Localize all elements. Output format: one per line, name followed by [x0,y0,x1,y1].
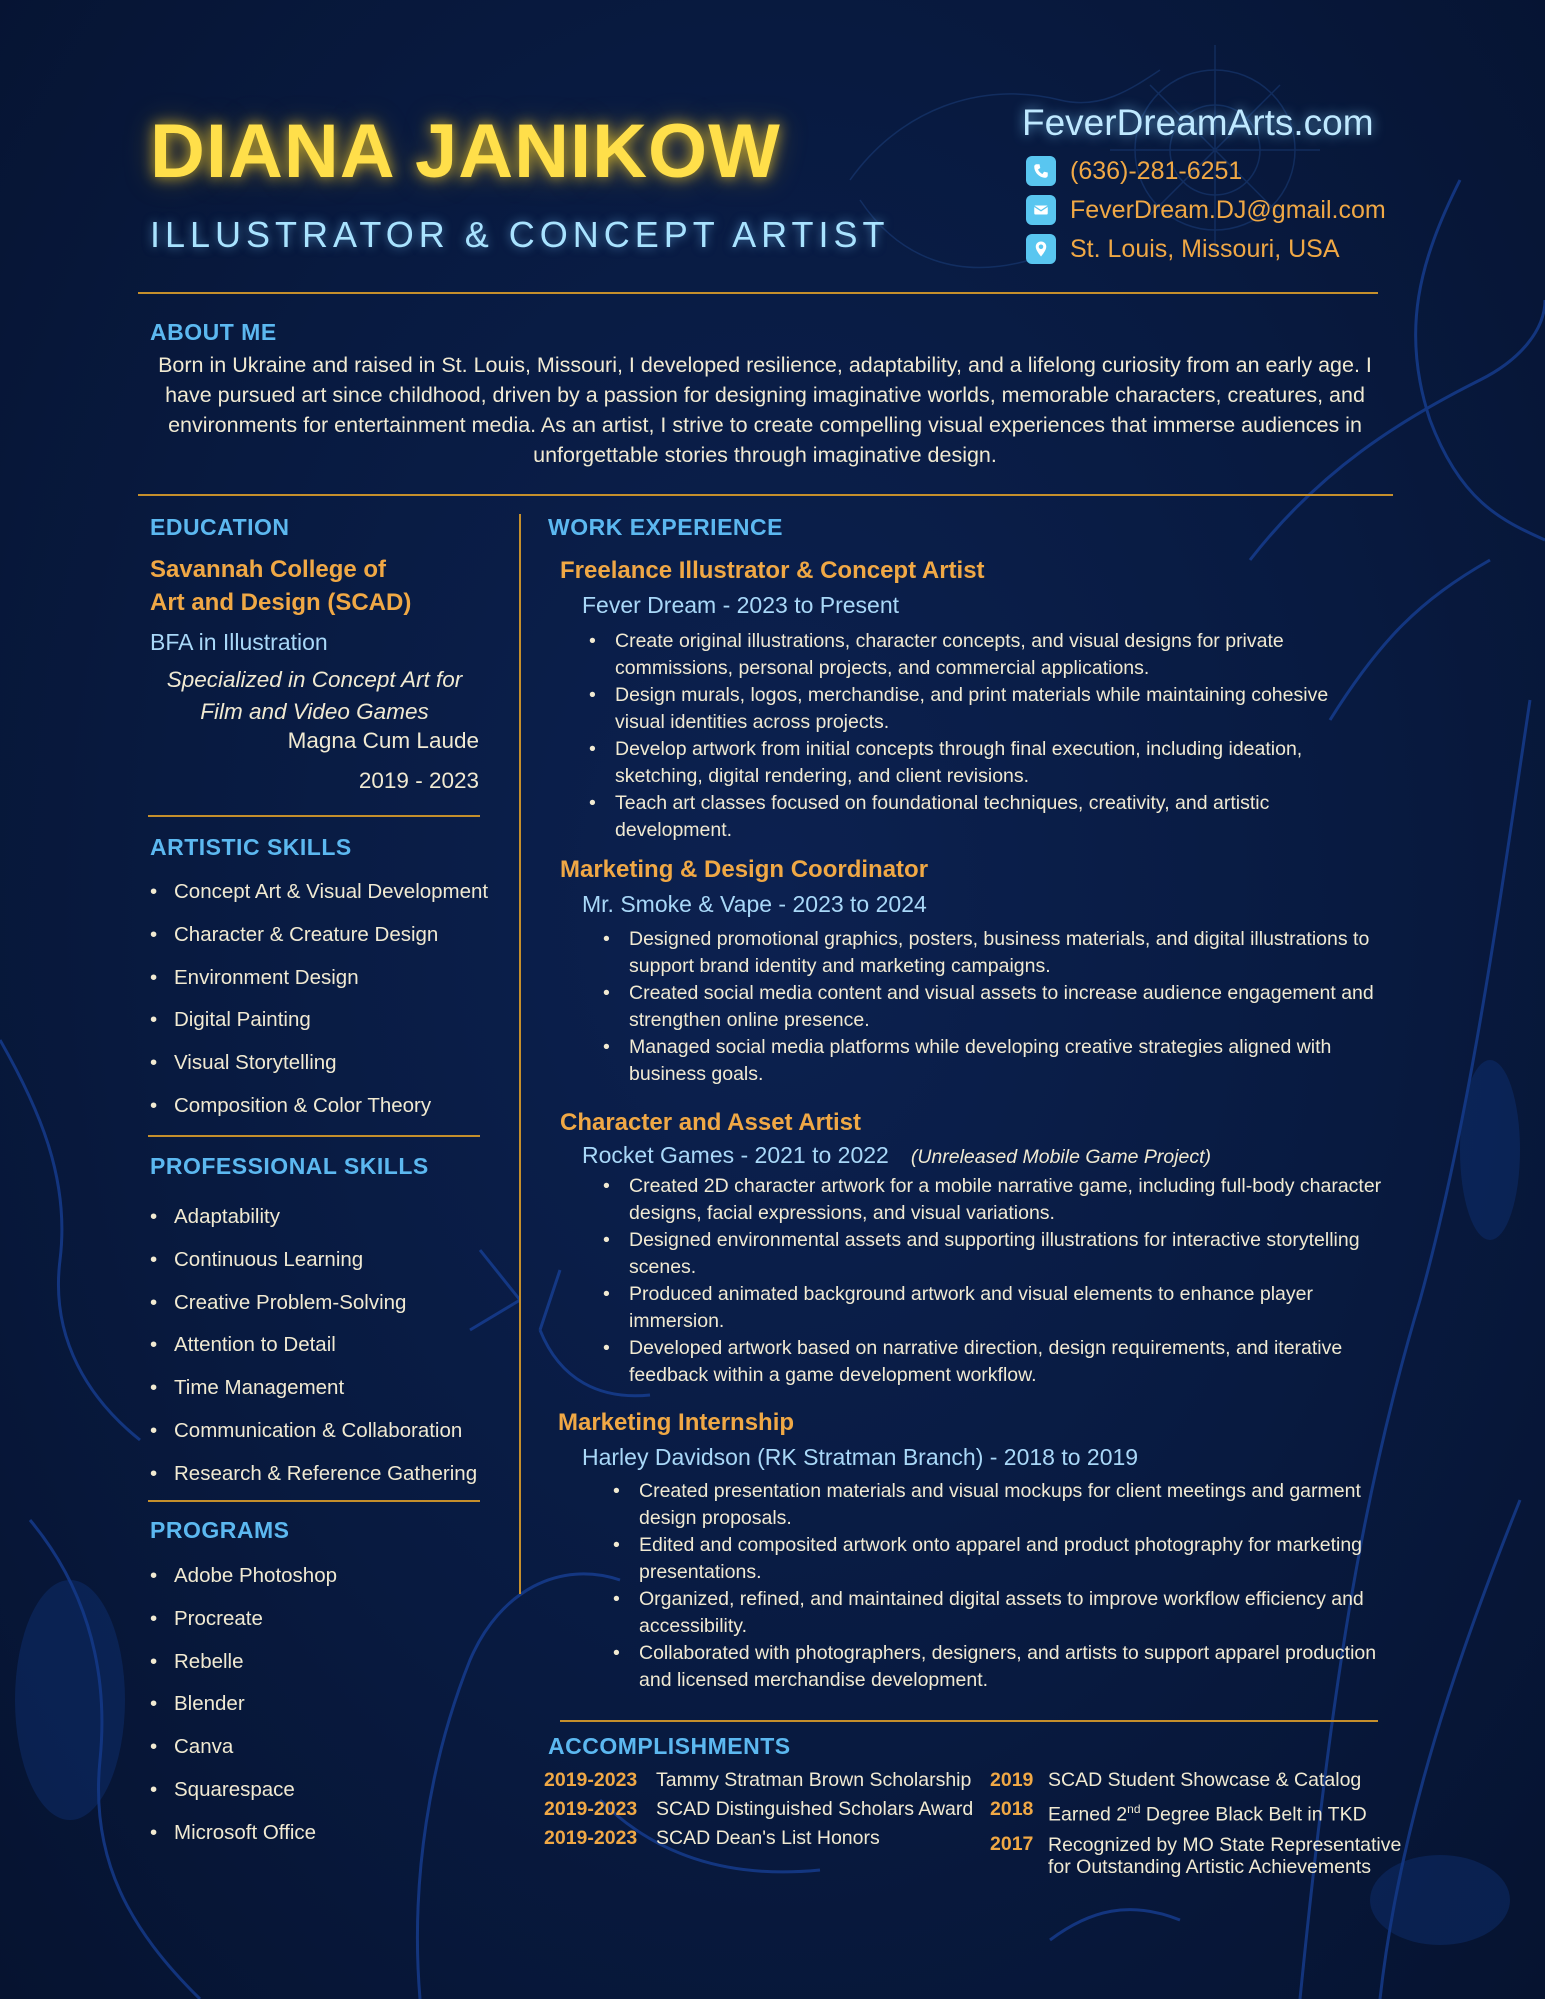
accomplishment-item [990,1795,1401,1830]
accomplishment-item [544,1824,973,1853]
education-specialization-line2: Film and Video Games [200,699,429,724]
accomplishment-item [990,1830,1401,1878]
professional-skills-heading: PROFESSIONAL SKILLS [150,1153,429,1179]
list-item: • Attention to Detail [148,1324,477,1367]
list-item: • Environment Design [148,957,488,1000]
list-item: • Organized, refined, and maintained digital assets to improve workflow efficiency and accessibility. [607,1586,1397,1640]
job-title: Marketing Internship [558,1409,795,1436]
accomplishment-item [544,1766,973,1795]
job-title: Marketing & Design Coordinator [560,856,929,883]
accomplishments-left-column [544,1766,973,1853]
programs-list [148,1555,337,1855]
accomplishment-text: SCAD Student Showcase & Catalog [1048,1769,1362,1791]
job-title: Freelance Illustrator & Concept Artist [560,557,985,584]
accomplishment-text-line2: for Outstanding Artistic Achievements [1048,1855,1371,1878]
education-degree: BFA in Illustration [150,629,328,655]
header-divider [138,292,1378,294]
education-divider [148,815,480,817]
education-heading: EDUCATION [150,514,290,540]
accomplishment-year: 2017 [990,1832,1034,1855]
job-company-row [582,1142,1211,1169]
accomplishment-year: 2019-2023 [544,1827,638,1849]
professional-skills-divider [148,1500,480,1502]
accomplishment-text-pre: Earned 2 [1048,1803,1128,1826]
list-item: • Canva [148,1726,337,1769]
list-item: • Designed promotional graphics, posters, business materials, and digital illustrations to support brand identity and marketing campaigns. [597,926,1387,980]
job-company: Fever Dream - 2023 to Present [582,592,900,618]
list-item: • Adobe Photoshop [148,1555,337,1598]
list-item: • Create original illustrations, character concepts, and visual designs for private commissions, personal projects, and commercial applications. [583,628,1373,682]
accomplishment-text-sup: nd [1127,1802,1141,1816]
list-item: • Managed social media platforms while developing creative strategies aligned with business goals. [597,1034,1387,1088]
list-item: • Develop artwork from initial concepts through final execution, including ideation, sketching, digital rendering, and client revisions. [583,736,1373,790]
list-item: • Continuous Learning [148,1239,477,1282]
accomplishment-year: 2018 [990,1798,1034,1820]
list-item: • Time Management [148,1367,477,1410]
job-company: Harley Davidson (RK Stratman Branch) - 2018 to 2019 [582,1444,1139,1470]
job-bullets [583,628,1373,844]
work-experience-heading: WORK EXPERIENCE [548,514,783,540]
job-company: Mr. Smoke & Vape - 2023 to 2024 [582,891,927,917]
accomplishment-year: 2019-2023 [544,1798,638,1820]
list-item: • Procreate [148,1598,337,1641]
list-item: • Creative Problem-Solving [148,1282,477,1325]
accomplishment-text-post: Degree Black Belt in TKD [1140,1803,1367,1826]
about-divider [138,494,1393,496]
location-pin-icon [1026,234,1056,264]
list-item: • Communication & Collaboration [148,1410,477,1453]
contact-phone-text: (636)-281-6251 [1070,156,1243,185]
about-text: Born in Ukraine and raised in St. Louis, Missouri, I developed resilience, adaptability, and a lifelong curiosity from an early age. I have pursued art since childhood, driven by a passion for designing imaginative worlds, memorable characters, creatures, and environments for entertainment media. As an artist, I strive to create compelling visual experiences that immerse audiences in unforgettable stories through imaginative design. [158,353,1372,467]
job-bullets [607,1478,1397,1694]
mail-icon [1026,195,1056,225]
accomplishment-year: 2019 [990,1769,1034,1791]
job-title: Character and Asset Artist [560,1109,861,1136]
accomplishment-text-line1: Recognized by MO State Representative [1048,1833,1402,1856]
list-item: • Adaptability [148,1196,477,1239]
list-item: • Blender [148,1683,337,1726]
accomplishment-text: Tammy Stratman Brown Scholarship [656,1769,972,1791]
accomplishment-year: 2019-2023 [544,1769,638,1791]
accomplishments-right-column [990,1766,1401,1878]
job-company: Rocket Games - 2021 to 2022 [582,1142,889,1168]
list-item: • Composition & Color Theory [148,1085,488,1128]
artistic-skills-heading: ARTISTIC SKILLS [150,834,352,860]
education-specialization [150,664,479,728]
contact-location-text: St. Louis, Missouri, USA [1070,234,1340,263]
job-bullets [597,1173,1387,1389]
accomplishment-item [990,1766,1401,1795]
about-heading: ABOUT ME [150,319,277,345]
list-item: • Concept Art & Visual Development [148,871,488,914]
list-item: • Edited and composited artwork onto apparel and product photography for marketing presentations. [607,1532,1397,1586]
list-item: • Rebelle [148,1641,337,1684]
accomplishments-heading: ACCOMPLISHMENTS [548,1733,791,1759]
contact-email-text: FeverDream.DJ@gmail.com [1070,195,1386,224]
list-item: • Research & Reference Gathering [148,1453,477,1496]
education-specialization-line1: Specialized in Concept Art for [166,667,463,692]
phone-icon [1026,156,1056,186]
list-item: • Squarespace [148,1769,337,1812]
list-item: • Collaborated with photographers, designers, and artists to support apparel production and licensed merchandise development. [607,1640,1397,1694]
education-school-line2: Art and Design (SCAD) [150,589,412,616]
list-item: • Developed artwork based on narrative direction, design requirements, and iterative feedback within a game development workflow. [597,1335,1387,1389]
job-note: (Unreleased Mobile Game Project) [910,1146,1212,1168]
programs-heading: PROGRAMS [150,1517,290,1543]
list-item: • Produced animated background artwork and visual elements to enhance player immersion. [597,1281,1387,1335]
list-item: • Visual Storytelling [148,1042,488,1085]
list-item: • Designed environmental assets and supporting illustrations for interactive storytelling scenes. [597,1227,1387,1281]
website-link[interactable]: FeverDreamArts.com [1022,102,1374,143]
list-item: • Character & Creature Design [148,914,488,957]
accomplishment-text [1048,1795,1367,1830]
contact-phone[interactable] [1026,156,1242,186]
accomplishment-text: SCAD Distinguished Scholars Award [656,1798,974,1820]
list-item: • Created social media content and visual assets to increase audience engagement and strengthen online presence. [597,980,1387,1034]
artistic-skills-divider [148,1135,480,1137]
column-divider [519,514,521,1594]
list-item: • Created presentation materials and visual mockups for client meetings and garment design proposals. [607,1478,1397,1532]
artistic-skills-list [148,871,488,1128]
accomplishment-item [544,1795,973,1824]
contact-location [1026,234,1340,264]
education-school-line1: Savannah College of [150,556,387,583]
applicant-name: DIANA JANIKOW [150,109,781,194]
job-title-subtitle: ILLUSTRATOR & CONCEPT ARTIST [150,214,890,255]
list-item: • Microsoft Office [148,1812,337,1855]
professional-skills-list [148,1196,477,1496]
education-years: 2019 - 2023 [358,768,479,793]
accomplishment-text [1048,1830,1401,1878]
list-item: • Created 2D character artwork for a mobile narrative game, including full-body character designs, facial expressions, and visual variations. [597,1173,1387,1227]
list-item: • Teach art classes focused on foundational techniques, creativity, and artistic development. [583,790,1373,844]
education-honors: Magna Cum Laude [287,728,479,753]
education-school [150,553,411,619]
work-divider [560,1720,1378,1722]
list-item: • Design murals, logos, merchandise, and print materials while maintaining cohesive visual identities across projects. [583,682,1373,736]
list-item: • Digital Painting [148,999,488,1042]
accomplishment-text: SCAD Dean's List Honors [656,1827,880,1849]
job-bullets [597,926,1387,1088]
contact-email[interactable] [1026,195,1386,225]
